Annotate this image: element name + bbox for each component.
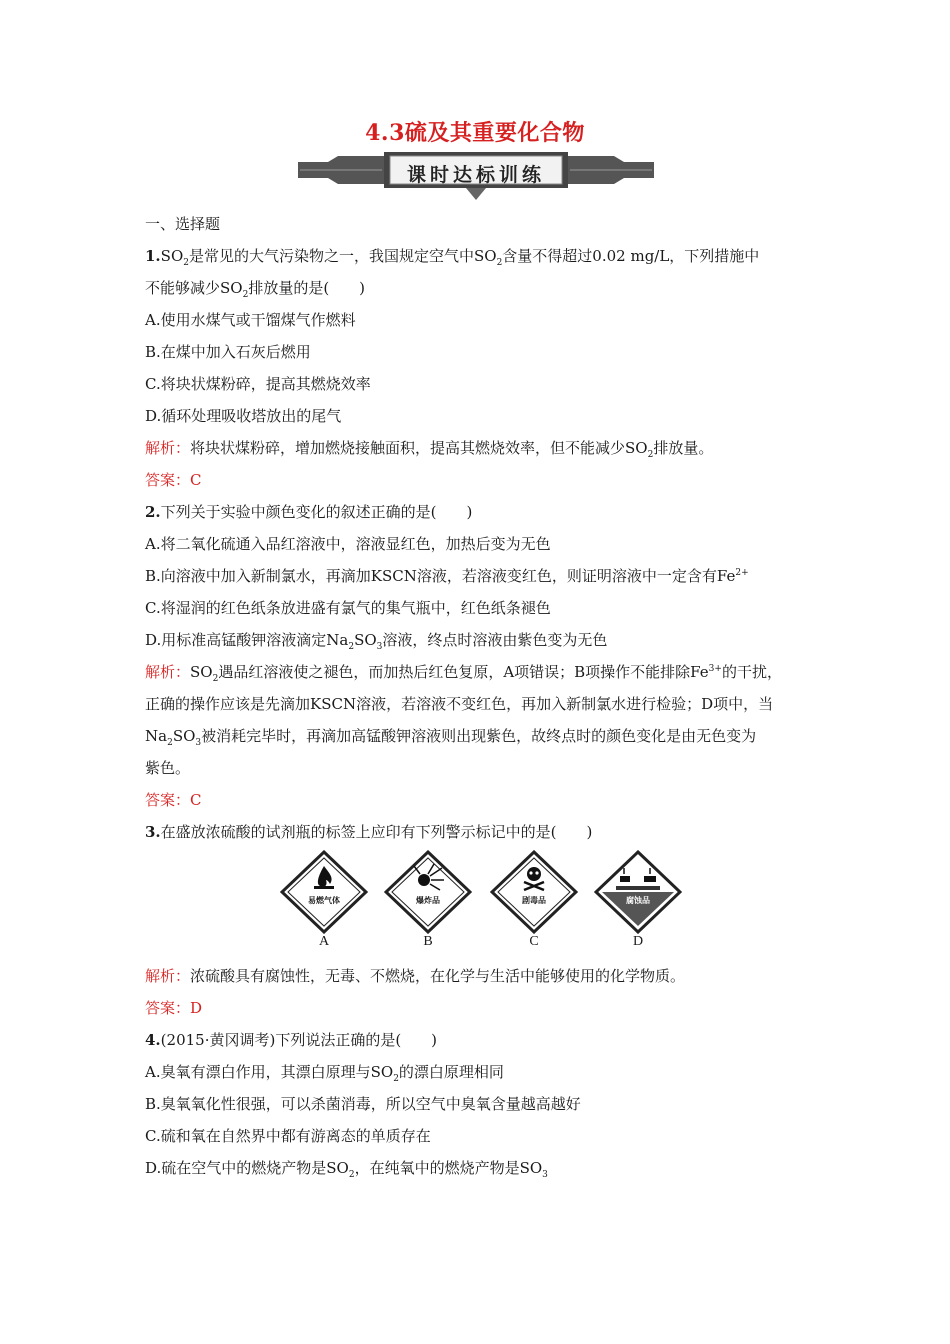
- question-4-option-a: A.臭氧有漂白作用，其漂白原理与$SO_2$的漂白原理相同: [145, 1063, 504, 1084]
- hazard-sign-d-letter: D: [632, 934, 644, 949]
- question-2-analysis-line3: $Na_2SO_3$被消耗完毕时，再滴加高锰酸钾溶液则出现紫色，故终点时的颜色变化是由无色变为: [145, 727, 757, 748]
- hazard-sign-c-text: 剧毒品: [522, 896, 546, 905]
- hazard-sign-b-text: 爆炸品: [416, 896, 440, 905]
- corrosion-icon: [594, 850, 682, 934]
- question-2-option-a: A.将二氧化硫通入品红溶液中，溶液显红色，加热后变为无色: [145, 535, 551, 553]
- hazard-sign-d: [594, 850, 682, 954]
- question-1-stem-line1: $1.SO_2$是常见的大气污染物之一，我国规定空气中$SO_2$含量不得超过0.02 mg/L，下列措施中: [145, 247, 760, 268]
- question-3-answer: 答案：D: [145, 999, 203, 1017]
- question-2-analysis-line1: 解析：$SO_2$遇品红溶液使之褪色，而加热后红色复原，A项错误；B项操作不能排除$Fe^{3+}$的干扰，: [145, 663, 782, 684]
- skull-icon: [490, 850, 578, 934]
- hazard-sign-c: [490, 850, 578, 954]
- explosion-icon: [384, 850, 472, 934]
- question-4-option-c: C.硫和氧在自然界中都有游离态的单质存在: [145, 1127, 431, 1145]
- hazard-signs: [280, 850, 680, 954]
- question-2-stem: 2.下列关于实验中颜色变化的叙述正确的是( ): [145, 503, 473, 521]
- question-2-answer: 答案：C: [145, 791, 202, 809]
- question-1-option-c: C.将块状煤粉碎，提高其燃烧效率: [145, 375, 371, 393]
- question-2-analysis-line4: 紫色。: [145, 759, 191, 777]
- page-title: 4.3硫及其重要化合物: [365, 120, 585, 146]
- question-4-stem: 4.(2015·黄冈调考)下列说法正确的是( ): [145, 1031, 438, 1049]
- hazard-sign-b: [384, 850, 472, 954]
- question-1-answer: 答案：C: [145, 471, 202, 489]
- flame-icon: [280, 850, 368, 934]
- question-4-option-b: B.臭氧氧化性很强，可以杀菌消毒，所以空气中臭氧含量越高越好: [145, 1095, 581, 1113]
- hazard-sign-d-text: 腐蚀品: [626, 896, 650, 905]
- question-1-option-b: B.在煤中加入石灰后燃用: [145, 343, 311, 361]
- question-2-option-d: D.用标准高锰酸钾溶液滴定$Na_2SO_3$溶液，终点时溶液由紫色变为无色: [145, 631, 608, 652]
- question-3-analysis: 解析：浓硫酸具有腐蚀性，无毒、不燃烧，在化学与生活中能够使用的化学物质。: [145, 967, 686, 985]
- lesson-banner: [298, 150, 654, 202]
- question-2-option-c: C.将湿润的红色纸条放进盛有氯气的集气瓶中，红色纸条褪色: [145, 599, 551, 617]
- section-heading: 一、选择题: [145, 215, 221, 233]
- question-1-option-a: A.使用水煤气或干馏煤气作燃料: [145, 311, 356, 329]
- hazard-sign-b-letter: B: [423, 934, 433, 949]
- hazard-sign-a-letter: A: [318, 934, 330, 949]
- question-2-analysis-line2: 正确的操作应该是先滴加KSCN溶液，若溶液不变红色，再加入新制氯水进行检验；D项中，当: [145, 695, 774, 713]
- question-3-stem: 3.在盛放浓硫酸的试剂瓶的标签上应印有下列警示标记中的是( ): [145, 823, 593, 841]
- banner-text: 课时达标训练: [406, 164, 545, 186]
- hazard-sign-a-text: 易燃气体: [308, 896, 340, 905]
- hazard-sign-c-letter: C: [529, 934, 539, 949]
- hazard-sign-a: [280, 850, 368, 954]
- question-4-option-d: D.硫在空气中的燃烧产物是$SO_2$，在纯氧中的燃烧产物是$SO_3$: [145, 1159, 548, 1180]
- question-1-option-d: D.循环处理吸收塔放出的尾气: [145, 407, 342, 425]
- question-2-option-b: B.向溶液中加入新制氯水，再滴加KSCN溶液，若溶液变红色，则证明溶液中一定含有$Fe^{2+}$: [145, 567, 749, 585]
- question-1-analysis: 解析：将块状煤粉碎，增加燃烧接触面积，提高其燃烧效率，但不能减少$SO_2$排放量。: [145, 439, 714, 460]
- question-1-stem-line2: 不能够减少$SO_2$排放量的是( ): [145, 279, 366, 300]
